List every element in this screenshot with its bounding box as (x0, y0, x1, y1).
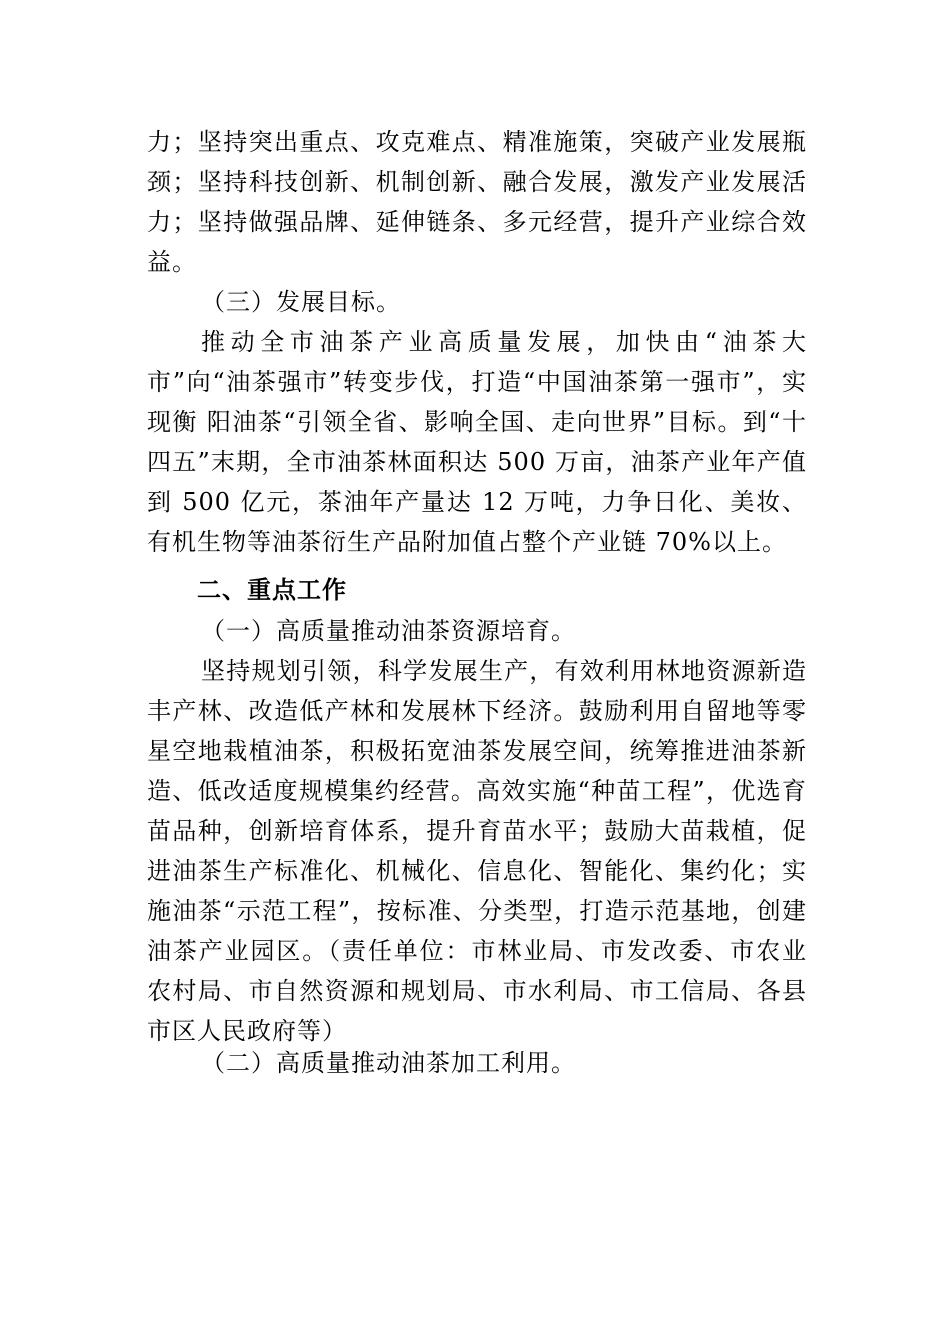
heading-processing-utilization: （二）高质量推动油茶加工利用。 (201, 1049, 576, 1077)
heading-key-work: 二、重点工作 (197, 576, 347, 604)
heading-development-goals: （三）发展目标。 (201, 288, 401, 316)
paragraph-development-goals: 推动全市油茶产业高质量发展，加快由“油茶大市”向“油茶强市”转变步伐，打造“中国油茶第一强市”，实现衡 阳油茶“引领全省、影响全国、走向世界”目标。到“十四五”末期，全市油茶林面积达 500 万亩，油茶产业年产值到 500 亿元，茶油年产量达 12 万吨，力争日化、美妆、有机生物等油茶衍生产品附加值占整个产业链 70%以上。 (147, 328, 807, 556)
heading-resource-cultivation: （一）高质量推动油茶资源培育。 (201, 617, 576, 645)
paragraph-resource-cultivation: 坚持规划引领，科学发展生产，有效利用林地资源新造丰产林、改造低产林和发展林下经济。鼓励利用自留地等零星空地栽植油茶，积极拓宽油茶发展空间，统筹推进油茶新造、低改适度规模集约经营。高效实施“种苗工程”，优选育 苗品种，创新培育体系，提升育苗水平；鼓励大苗栽植，促进油茶生产标准化、机械化、信息化、智能化、集约化；实施油茶“示范工程”，按标准、分类型，打造示范基地，创建油茶产业园区。（责任单位：市林业局、市发改委、市农业农村局、市自然资源和规划局、市水利局、市工信局、各县市区人民政府等） (147, 657, 807, 1045)
paragraph-principles-continued: 力；坚持突出重点、攻克难点、精准施策，突破产业发展瓶颈；坚持科技创新、机制创新、融合发展，激发产业发展活力；坚持做强品牌、延伸链条、多元经营，提升产业综合效益。 (147, 128, 807, 276)
